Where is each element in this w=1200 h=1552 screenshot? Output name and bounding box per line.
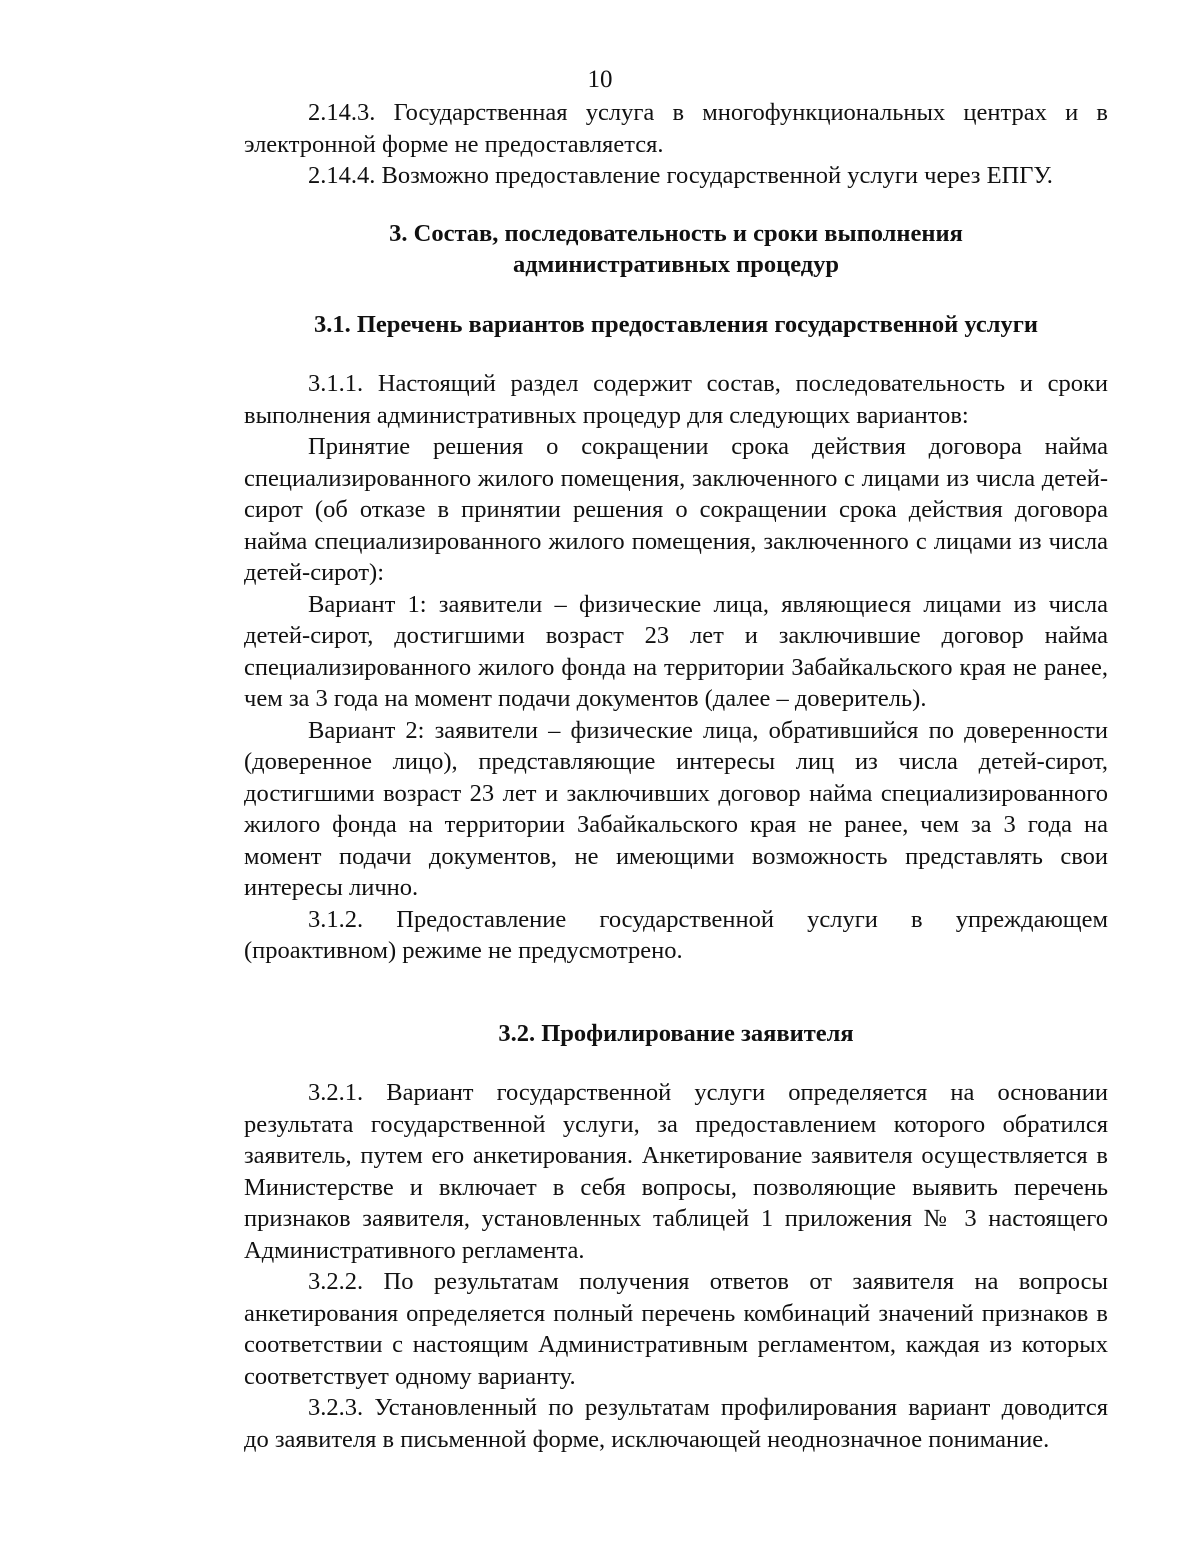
page-number: 10 bbox=[587, 66, 613, 93]
paragraph-variant-2: Вариант 2: заявители – физические лица, обратившийся по доверенности (доверенное лицо), представляющие интересы лиц из числа детей-сирот, достигшими возраст 23 лет и заключивших договор найма специализированного жилого фонда на территории Забайкальского края не ранее, чем за 3 года на момент подачи документов, не имеющими возможность представлять свои интересы лично. bbox=[244, 716, 1108, 901]
paragraph-3-1-2: 3.1.2. Предоставление государственной услуги в упреждающем (проактивном) режиме не предусмотрено. bbox=[244, 905, 1108, 964]
paragraph-3-2-3: 3.2.3. Установленный по результатам профилирования вариант доводится до заявителя в письменной форме, исключающей неоднозначное понимание. bbox=[244, 1394, 1108, 1453]
section-3-title-line-1: 3. Состав, последовательность и сроки выполнения bbox=[389, 219, 963, 247]
section-3-2-heading: 3.2. Профилирование заявителя bbox=[498, 1019, 854, 1047]
section-3-1-heading: 3.1. Перечень вариантов предоставления государственной услуги bbox=[313, 310, 1039, 338]
paragraph-2-14-4: 2.14.4. Возможно предоставление государственной услуги через ЕПГУ. bbox=[308, 162, 1053, 189]
section-3-2-body bbox=[244, 1077, 1108, 1455]
paragraph-3-1-1: 3.1.1. Настоящий раздел содержит состав, последовательность и сроки выполнения административных процедур для следующих вариантов: bbox=[244, 370, 1108, 429]
section-3-title-line-2: административных процедур bbox=[512, 251, 840, 278]
paragraph-3-2-1: 3.2.1. Вариант государственной услуги определяется на основании результата государственной услуги, за предоставлением которого обратился заявитель, путем его анкетирования. Анкетирование заявителя осуществляется в Министерстве и включает в себя вопросы, позволяющие выявить перечень признаков заявителя, установленных таблицей 1 приложения № 3 настоящего Административного регламента. bbox=[244, 1079, 1108, 1264]
paragraph-decision: Принятие решения о сокращении срока действия договора найма специализированного жилого помещения, заключенного с лицами из числа детей-сирот (об отказе в принятии решения о сокращении срока действия договора найма специализированного жилого помещения, заключенного с лицами из числа детей-сирот): bbox=[244, 433, 1108, 586]
paragraph-3-2-2: 3.2.2. По результатам получения ответов от заявителя на вопросы анкетирования определяется полный перечень комбинаций значений признаков в соответствии с настоящим Административным регламентом, каждая из которых соответствует одному варианту. bbox=[244, 1268, 1108, 1390]
document-body bbox=[244, 97, 1108, 1455]
section-3-1-body bbox=[244, 368, 1108, 967]
section-3-heading bbox=[244, 218, 1108, 281]
paragraph-2-14-3: 2.14.3. Государственная услуга в многофункциональных центрах и в электронной форме не предоставляется. bbox=[244, 99, 1108, 158]
paragraph-variant-1: Вариант 1: заявители – физические лица, являющиеся лицами из числа детей-сирот, достигшими возраст 23 лет и заключившие договор найма специализированного жилого фонда на территории Забайкальского края не ранее, чем за 3 года на момент подачи документов (далее – доверитель). bbox=[244, 590, 1108, 712]
